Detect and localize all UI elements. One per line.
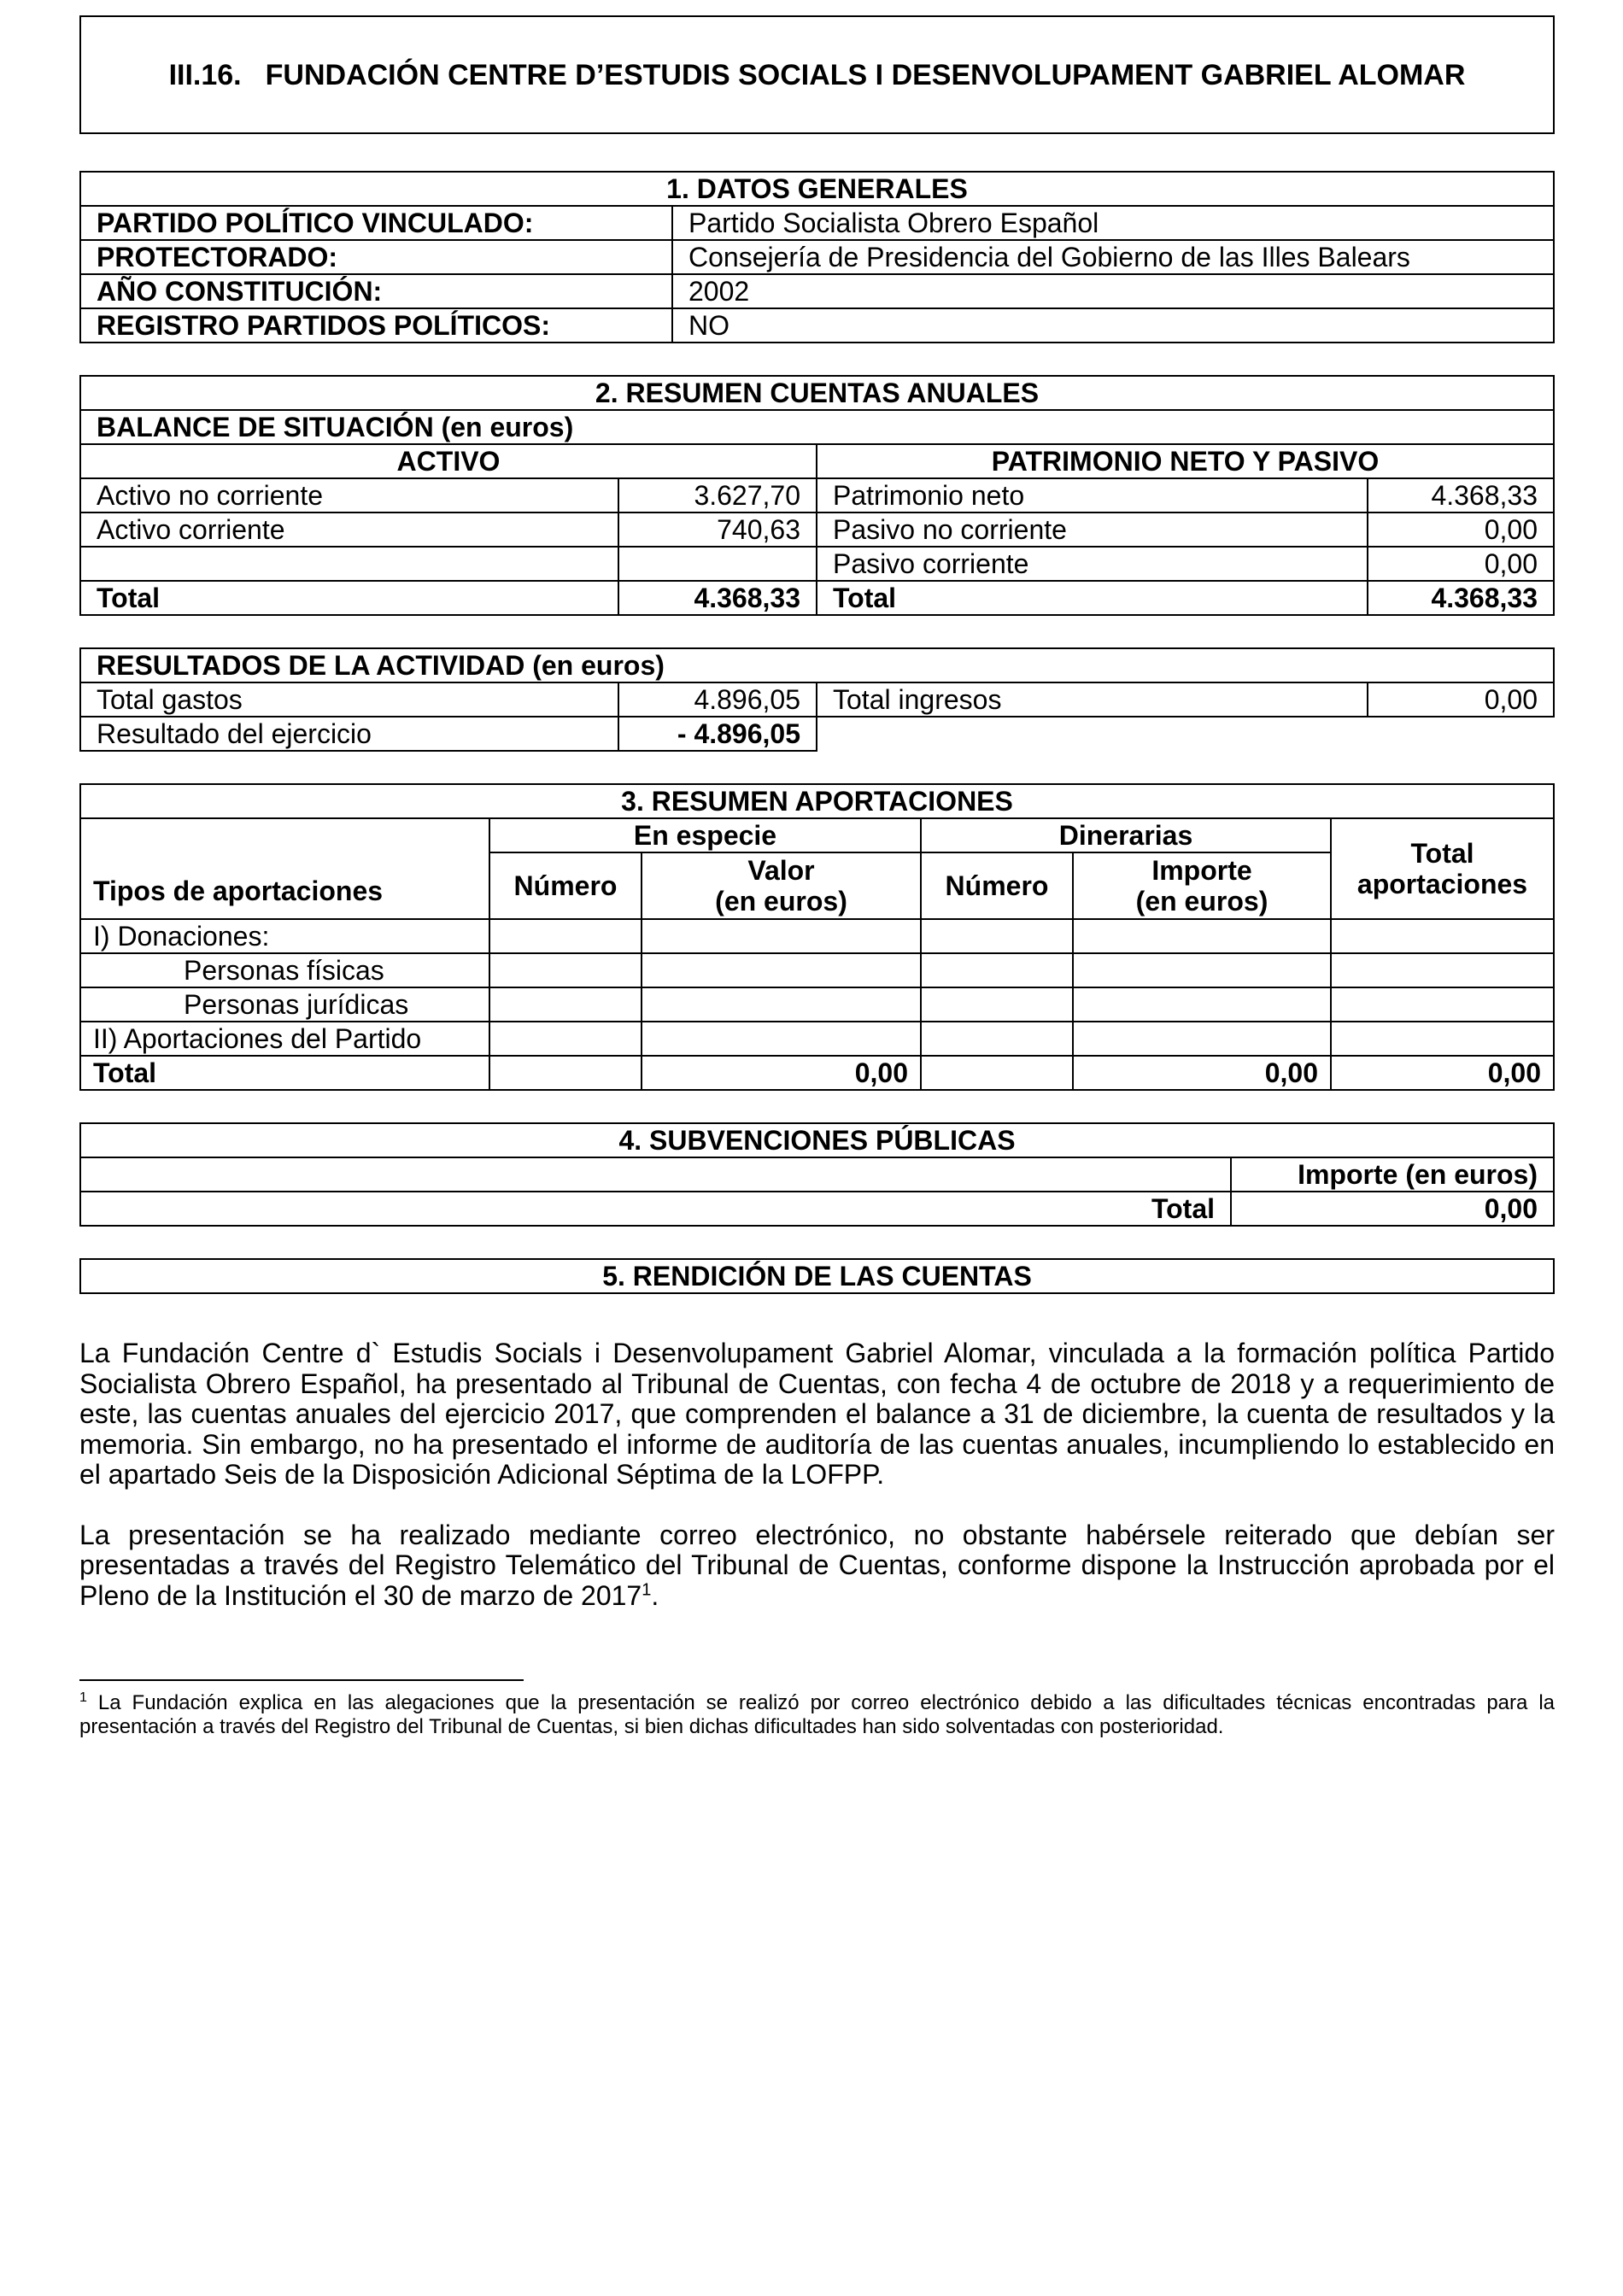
activo-value: 740,63 — [618, 512, 817, 547]
subvenciones-total-value: 0,00 — [1231, 1192, 1554, 1226]
table-row — [80, 512, 1554, 547]
valor-total: 0,00 — [642, 1056, 921, 1090]
activo-label — [80, 547, 618, 581]
activo-label: Activo no corriente — [80, 478, 618, 512]
row-label: AÑO CONSTITUCIÓN: — [80, 274, 672, 308]
activo-total-label: Total — [80, 581, 618, 615]
table-row — [80, 1022, 1554, 1056]
subvenciones-heading: 4. SUBVENCIONES PÚBLICAS — [80, 1123, 1554, 1157]
aportacion-label: Personas físicas — [80, 953, 489, 987]
section-title — [169, 54, 1466, 97]
activo-header: ACTIVO — [80, 444, 817, 478]
table-row — [80, 547, 1554, 581]
table-row — [80, 478, 1554, 512]
importe-header — [1073, 852, 1331, 919]
balance-title: BALANCE DE SITUACIÓN (en euros) — [80, 410, 1554, 444]
empty-cell — [80, 1157, 1231, 1192]
total-row — [80, 1192, 1554, 1226]
row-value: Partido Socialista Obrero Español — [672, 206, 1554, 240]
activo-value: 3.627,70 — [618, 478, 817, 512]
footnote — [79, 1691, 1555, 1739]
row-value: Consejería de Presidencia del Gobierno de las Illes Balears — [672, 240, 1554, 274]
pasivo-label: Pasivo corriente — [817, 547, 1368, 581]
total-aportaciones-header — [1331, 818, 1554, 919]
aportacion-label: I) Donaciones: — [80, 919, 489, 953]
pasivo-value: 0,00 — [1368, 547, 1554, 581]
total-row — [80, 581, 1554, 615]
aportaciones-table — [79, 783, 1555, 1091]
datos-generales-heading: 1. DATOS GENERALES — [80, 172, 1554, 206]
pasivo-total-label: Total — [817, 581, 1368, 615]
footnote-ref: 1 — [642, 1579, 652, 1599]
aportacion-label: II) Aportaciones del Partido — [80, 1022, 489, 1056]
document-page — [79, 15, 1555, 1739]
rendicion-heading: 5. RENDICIÓN DE LAS CUENTAS — [80, 1259, 1554, 1293]
datos-generales-table — [79, 171, 1555, 343]
table-row — [80, 919, 1554, 953]
total-header-line1: Total — [1410, 838, 1474, 869]
especie-header: En especie — [489, 818, 921, 852]
valor-header — [642, 852, 921, 919]
importe-header: Importe (en euros) — [1231, 1157, 1554, 1192]
footnote-number: 1 — [79, 1690, 87, 1705]
gastos-value: 4.896,05 — [618, 682, 817, 717]
section-title-box — [79, 15, 1555, 134]
dinerarias-header: Dinerarias — [921, 818, 1331, 852]
activo-label: Activo corriente — [80, 512, 618, 547]
total-row — [80, 1056, 1554, 1090]
paragraph-2-text: La presentación se ha realizado mediante correo electrónico, no obstante habérsele reiterado que debían ser presentadas a través del Registro Telemático del Tribunal de Cuentas, conforme dispone la Instrucción aprobada por el Pleno de la Institución el 30 de marzo de 2017 — [79, 1519, 1555, 1611]
gastos-label: Total gastos — [80, 682, 618, 717]
ingresos-label: Total ingresos — [817, 682, 1368, 717]
tipos-header: Tipos de aportaciones — [80, 818, 489, 919]
pasivo-value: 0,00 — [1368, 512, 1554, 547]
table-row — [80, 953, 1554, 987]
ingresos-value: 0,00 — [1368, 682, 1554, 717]
table-row — [80, 717, 1554, 751]
aportaciones-total-label: Total — [80, 1056, 489, 1090]
aportacion-label: Personas jurídicas — [80, 987, 489, 1022]
aportaciones-total-value: 0,00 — [1331, 1056, 1554, 1090]
empty-cell — [817, 717, 1554, 751]
footnote-text: La Fundación explica en las alegaciones que la presentación se realizó por correo electrónico debido a las dificultades técnicas encontradas para la presentación a través del Registro del Tribunal de Cuentas, si bien dichas dificultades han sido solventadas con posterioridad. — [79, 1691, 1555, 1738]
rendicion-heading-table — [79, 1258, 1555, 1294]
table-row — [80, 240, 1554, 274]
table-row — [80, 308, 1554, 343]
resultado-label: Resultado del ejercicio — [80, 717, 618, 751]
resultado-value: - 4.896,05 — [618, 717, 817, 751]
importe-total: 0,00 — [1073, 1056, 1331, 1090]
valor-header-line1: Valor — [747, 855, 815, 886]
cuentas-heading: 2. RESUMEN CUENTAS ANUALES — [80, 376, 1554, 410]
subvenciones-table — [79, 1122, 1555, 1227]
resultados-table — [79, 647, 1555, 752]
footnote-separator — [79, 1679, 524, 1681]
table-row — [80, 682, 1554, 717]
subvenciones-total-label: Total — [80, 1192, 1231, 1226]
paragraph-2-end: . — [651, 1579, 659, 1611]
table-row — [80, 274, 1554, 308]
especie-numero-header: Número — [489, 852, 642, 919]
table-row — [80, 206, 1554, 240]
activo-value — [618, 547, 817, 581]
row-value: 2002 — [672, 274, 1554, 308]
section-number: III.16. — [168, 58, 242, 91]
importe-header-line2: (en euros) — [1135, 886, 1269, 917]
pasivo-header: PATRIMONIO NETO Y PASIVO — [817, 444, 1554, 478]
importe-header-line1: Importe — [1151, 855, 1252, 886]
total-header-line2: aportaciones — [1356, 869, 1528, 899]
section-title-text: FUNDACIÓN CENTRE D’ESTUDIS SOCIALS I DESENVOLUPAMENT GABRIEL ALOMAR — [265, 58, 1466, 91]
balance-table — [79, 375, 1555, 616]
activo-total-value: 4.368,33 — [618, 581, 817, 615]
pasivo-total-value: 4.368,33 — [1368, 581, 1554, 615]
valor-header-line2: (en euros) — [715, 886, 847, 917]
row-label: PROTECTORADO: — [80, 240, 672, 274]
rendicion-paragraph-1: La Fundación Centre d` Estudis Socials i Desenvolupament Gabriel Alomar, vinculada a la formación política Partido Socialista Obrero Español, ha presentado al Tribunal de Cuentas, con fecha 4 de octubre de 2018 y a requerimiento de este, las cuentas anuales del ejercicio 2017, que comprenden el balance a 31 de diciembre, la cuenta de resultados y la memoria. Sin embargo, no ha presentado el informe de auditoría de las cuentas anuales, incumpliendo lo establecido en el apartado Seis de la Disposición Adicional Séptima de la LOFPP. — [79, 1338, 1555, 1490]
row-label: PARTIDO POLÍTICO VINCULADO: — [80, 206, 672, 240]
pasivo-label: Pasivo no corriente — [817, 512, 1368, 547]
pasivo-value: 4.368,33 — [1368, 478, 1554, 512]
row-value: NO — [672, 308, 1554, 343]
resultados-title: RESULTADOS DE LA ACTIVIDAD (en euros) — [80, 648, 1554, 682]
table-row — [80, 987, 1554, 1022]
rendicion-paragraph-2 — [79, 1520, 1555, 1612]
row-label: REGISTRO PARTIDOS POLÍTICOS: — [80, 308, 672, 343]
pasivo-label: Patrimonio neto — [817, 478, 1368, 512]
dinerarias-numero-header: Número — [921, 852, 1073, 919]
aportaciones-heading: 3. RESUMEN APORTACIONES — [80, 784, 1554, 818]
